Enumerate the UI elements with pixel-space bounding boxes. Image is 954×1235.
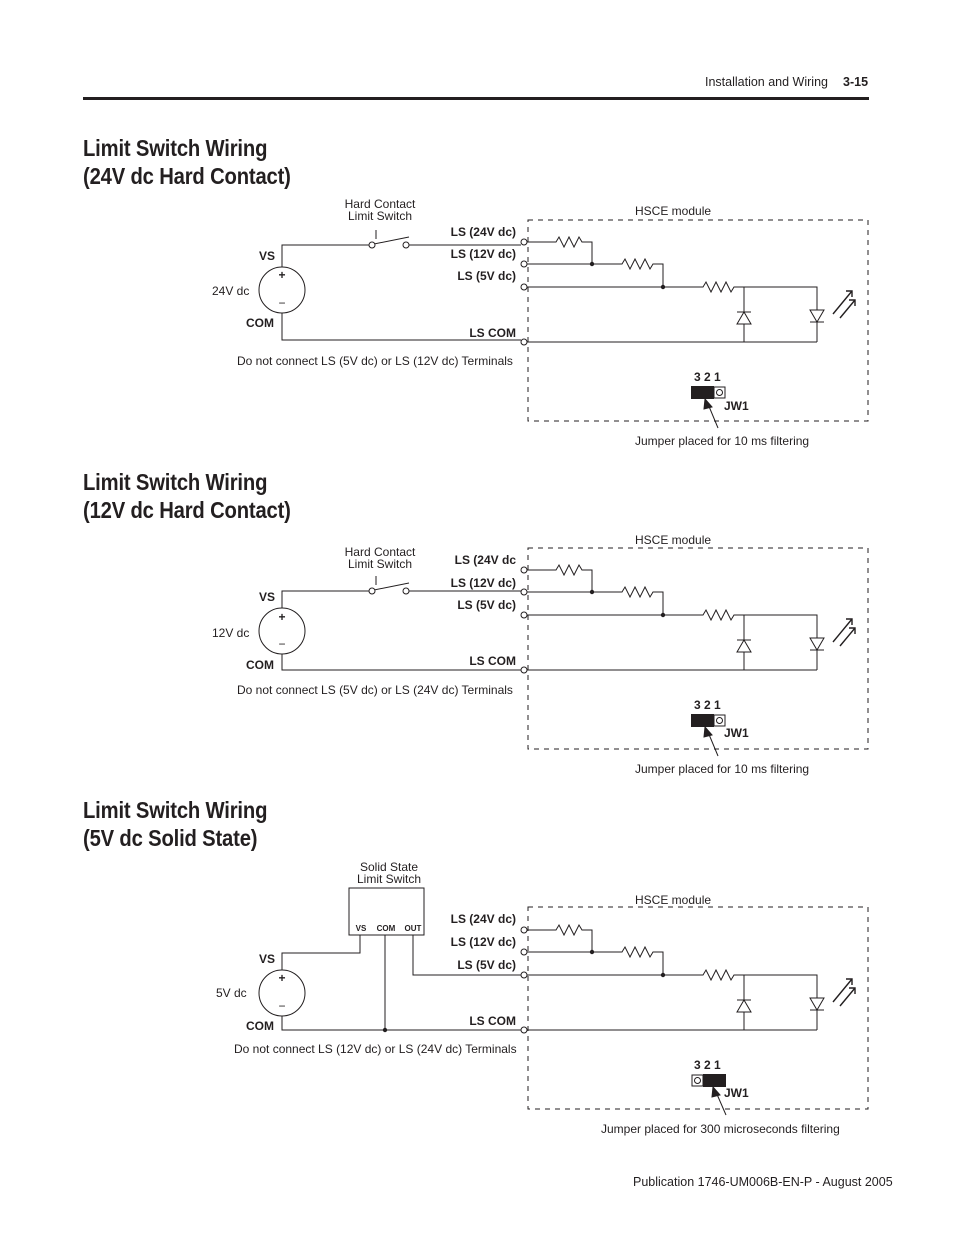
optocoupler-light-icon <box>833 291 855 318</box>
junction-dots <box>590 950 665 977</box>
switch-label-line-1: Solid State <box>359 860 419 874</box>
module-input-circuit <box>527 237 824 342</box>
svg-text:−: − <box>278 637 286 651</box>
terminal-circles <box>521 239 527 345</box>
module-input-circuit <box>527 925 824 1030</box>
wiring-diagram-5v <box>0 855 954 1145</box>
terminal-ls-5v-label: LS (5V dc) <box>457 269 516 283</box>
section-heading-24v <box>83 134 291 190</box>
switch-label-line-2: Limit Switch <box>356 872 422 886</box>
heading-line-1: Limit Switch Wiring <box>83 135 268 161</box>
heading-line-1: Limit Switch Wiring <box>83 469 268 495</box>
jumper-pin-numbers: 3 2 1 <box>694 370 721 384</box>
jumper-jw1-icon <box>692 1074 726 1087</box>
jumper-name: JW1 <box>724 726 749 740</box>
jumper-caption: Jumper placed for 10 ms filtering <box>635 762 810 776</box>
switch-com-pin: COM <box>376 924 396 933</box>
jumper-name: JW1 <box>724 1086 749 1100</box>
jumper-name: JW1 <box>724 399 749 413</box>
terminal-ls-24v-label: LS (24V dc) <box>450 225 516 239</box>
svg-text:+: + <box>278 268 286 282</box>
terminal-ls-24v-label: LS (24V dc <box>454 553 516 567</box>
terminal-circles <box>521 927 527 1033</box>
heading-line-1: Limit Switch Wiring <box>83 797 268 823</box>
module-label: HSCE module <box>635 204 712 218</box>
jumper-pointer-arrow <box>704 727 718 756</box>
terminal-ls-12v-label: LS (12V dc) <box>450 247 516 261</box>
header-rule <box>83 97 869 100</box>
dc-supply <box>259 267 305 313</box>
hard-contact-switch-icon <box>369 576 409 594</box>
terminal-ls-5v-label: LS (5V dc) <box>457 958 516 972</box>
junction-dots <box>590 262 665 289</box>
vs-label: VS <box>259 590 276 604</box>
switch-label-line-1: Hard Contact <box>344 545 416 559</box>
svg-text:+: + <box>278 971 286 985</box>
jumper-jw1-icon <box>691 386 725 399</box>
dc-supply <box>259 608 305 654</box>
supply-voltage-label: 24V dc <box>212 284 250 298</box>
wiring-note: Do not connect LS (5V dc) or LS (24V dc) Terminals <box>237 683 513 697</box>
switch-label-line-2: Limit Switch <box>347 209 413 223</box>
jumper-pin-numbers: 3 2 1 <box>694 1058 721 1072</box>
supply-voltage-label: 12V dc <box>212 626 250 640</box>
hard-contact-switch-icon <box>369 230 409 248</box>
junction-dots <box>590 590 665 617</box>
switch-out-pin: OUT <box>404 924 422 933</box>
optocoupler-light-icon <box>833 619 855 646</box>
heading-line-2: (12V dc Hard Contact) <box>83 497 291 523</box>
wiring-note: Do not connect LS (5V dc) or LS (12V dc) Terminals <box>237 354 513 368</box>
vs-label: VS <box>259 952 276 966</box>
section-heading-12v <box>83 468 291 524</box>
heading-line-2: (24V dc Hard Contact) <box>83 163 291 189</box>
publication-footer: Publication 1746-UM006B-EN-P - August 2005 <box>633 1175 893 1189</box>
jumper-caption: Jumper placed for 300 microseconds filtering <box>601 1122 840 1136</box>
com-label: COM <box>246 316 274 330</box>
wiring-note: Do not connect LS (12V dc) or LS (24V dc) Terminals <box>234 1042 517 1056</box>
terminal-ls-12v-label: LS (12V dc) <box>450 576 516 590</box>
switch-label-line-2: Limit Switch <box>347 557 413 571</box>
heading-line-2: (5V dc Solid State) <box>83 825 258 851</box>
com-label: COM <box>246 658 274 672</box>
terminal-ls-12v-label: LS (12V dc) <box>450 935 516 949</box>
jumper-pointer-arrow <box>704 399 718 428</box>
module-input-circuit <box>527 565 824 670</box>
switch-vs-pin: VS <box>355 924 367 933</box>
running-header-section: Installation and Wiring <box>705 75 828 89</box>
terminal-ls-com-label: LS COM <box>469 326 516 340</box>
switch-label-line-1: Hard Contact <box>344 197 416 211</box>
com-label: COM <box>246 1019 274 1033</box>
supply-voltage-label: 5V dc <box>216 986 247 1000</box>
wiring-diagram-12v <box>0 518 954 788</box>
terminal-ls-24v-label: LS (24V dc) <box>450 912 516 926</box>
dc-supply <box>259 970 305 1016</box>
jumper-jw1-icon <box>691 714 725 727</box>
terminal-circles <box>521 567 527 673</box>
terminal-ls-com-label: LS COM <box>469 654 516 668</box>
svg-text:−: − <box>278 999 286 1013</box>
wiring-diagram-24v <box>0 190 954 460</box>
module-label: HSCE module <box>635 533 712 547</box>
jumper-pin-numbers: 3 2 1 <box>694 698 721 712</box>
optocoupler-light-icon <box>833 979 855 1006</box>
junction-dot <box>383 1028 387 1032</box>
svg-text:+: + <box>278 610 286 624</box>
section-heading-5v <box>83 796 267 852</box>
svg-text:−: − <box>278 296 286 310</box>
module-label: HSCE module <box>635 893 712 907</box>
terminal-ls-com-label: LS COM <box>469 1014 516 1028</box>
vs-label: VS <box>259 249 276 263</box>
terminal-ls-5v-label: LS (5V dc) <box>457 598 516 612</box>
page-number: 3-15 <box>843 75 869 89</box>
jumper-caption: Jumper placed for 10 ms filtering <box>635 434 810 448</box>
